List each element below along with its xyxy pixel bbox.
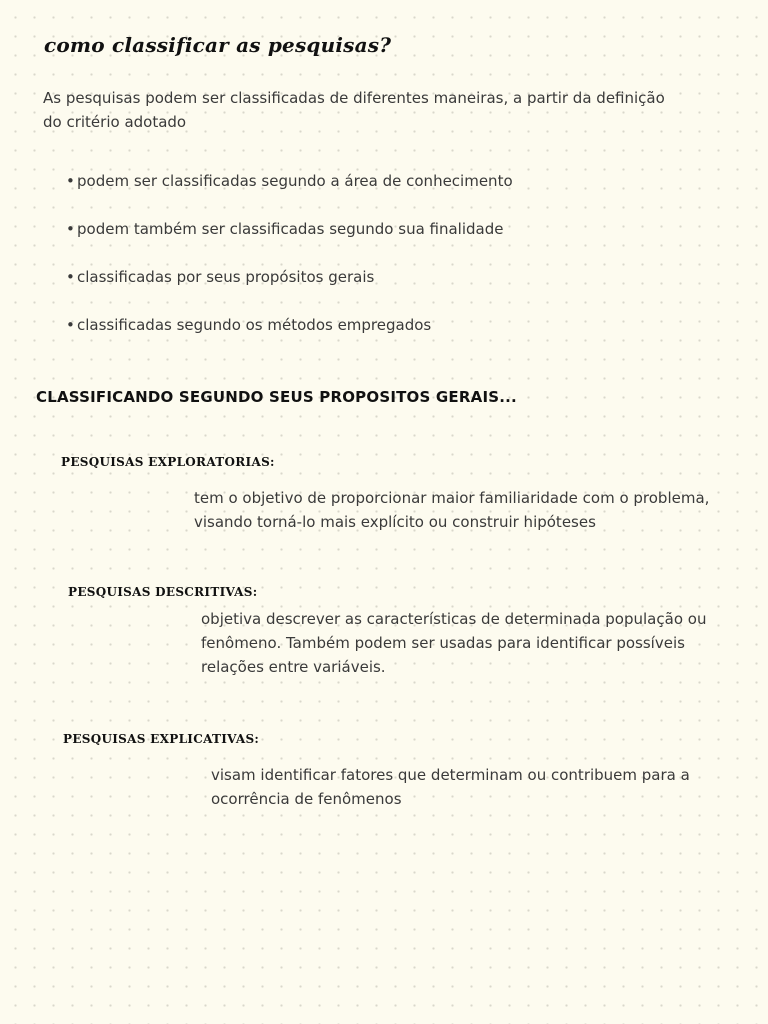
list-item-text: podem também ser classificadas segundo sua finalidade bbox=[77, 220, 504, 238]
exploratory-heading: PESQUISAS EXPLORATORIAS: bbox=[61, 455, 275, 469]
bullet-icon: • bbox=[66, 220, 75, 238]
explanatory-heading: PESQUISAS EXPLICATIVAS: bbox=[63, 732, 260, 746]
bullet-icon: • bbox=[66, 316, 75, 334]
page-title: como classificar as pesquisas? bbox=[44, 33, 392, 57]
explanatory-description: visam identificar fatores que determinam ou contribuem para a ocorrência de fenômenos bbox=[211, 766, 690, 808]
exploratory-description: tem o objetivo de proporcionar maior familiaridade com o problema, visando torná-lo mais explícito ou construir hipóteses bbox=[194, 489, 710, 531]
intro-paragraph: As pesquisas podem ser classificadas de diferentes maneiras, a partir da definição do critério adotado bbox=[43, 89, 665, 131]
list-item-text: classificadas por seus propósitos gerais bbox=[77, 268, 375, 286]
list-item bbox=[66, 218, 513, 266]
bullet-list bbox=[66, 170, 513, 362]
list-item-text: podem ser classificadas segundo a área de conhecimento bbox=[77, 172, 513, 190]
bullet-icon: • bbox=[66, 172, 75, 190]
bullet-icon: • bbox=[66, 268, 75, 286]
list-item bbox=[66, 170, 513, 218]
list-item-text: classificadas segundo os métodos empregados bbox=[77, 316, 432, 334]
descriptive-description: objetiva descrever as características de determinada população ou fenômeno. Também podem ser usadas para identificar possíveis relações entre variáveis. bbox=[201, 610, 707, 676]
descriptive-heading: PESQUISAS DESCRITIVAS: bbox=[68, 585, 258, 599]
section-title: CLASSIFICANDO SEGUNDO SEUS PROPOSITOS GERAIS... bbox=[36, 388, 517, 406]
list-item bbox=[66, 314, 513, 362]
list-item bbox=[66, 266, 513, 314]
